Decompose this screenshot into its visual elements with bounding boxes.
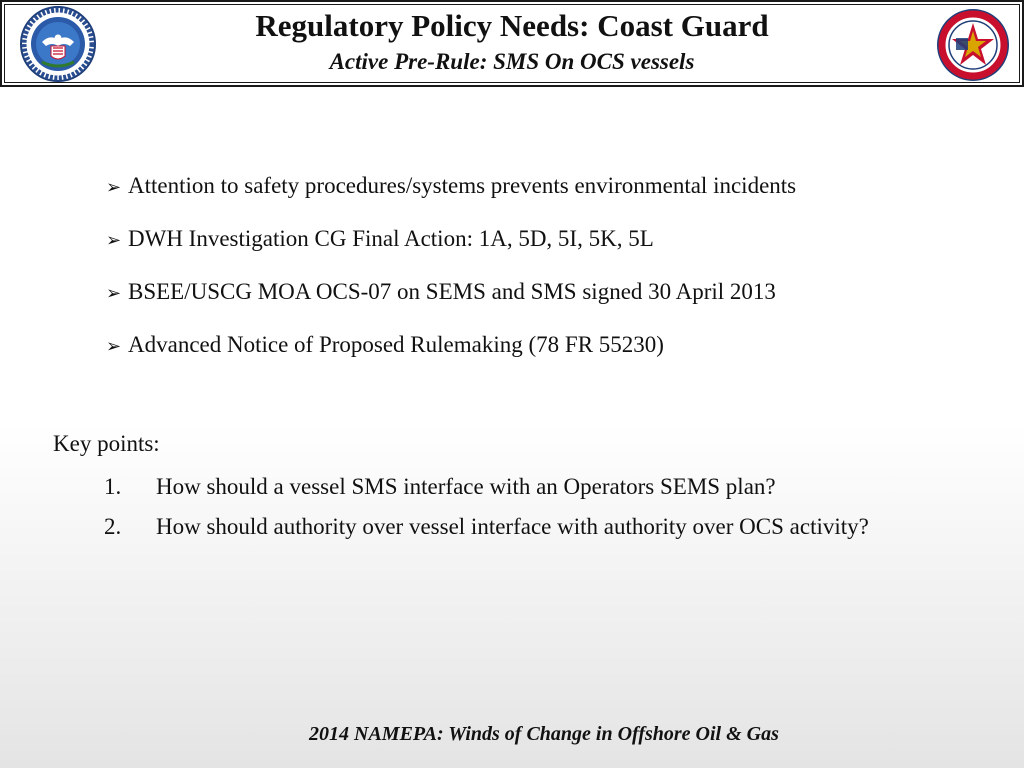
list-item (104, 510, 964, 544)
bullet-text: BSEE/USCG MOA OCS-07 on SEMS and SMS signed 30 April 2013 (128, 279, 776, 304)
coast-guard-district-seal-icon (936, 8, 1010, 82)
item-text: How should authority over vessel interface with authority over OCS activity? (156, 514, 869, 539)
page-subtitle: Active Pre-Rule: SMS On OCS vessels (329, 49, 695, 74)
key-points-title: Key points: (53, 431, 160, 456)
arrow-bullet-icon: ➢ (106, 283, 122, 304)
list-item (106, 278, 1006, 308)
list-item (104, 470, 964, 504)
bullet-text: Advanced Notice of Proposed Rulemaking (78 FR 55230) (128, 332, 664, 357)
arrow-bullet-icon: ➢ (106, 177, 122, 198)
list-item (106, 172, 1006, 202)
arrow-bullet-icon: ➢ (106, 336, 122, 357)
item-number: 1. (104, 474, 122, 499)
slide-header (0, 0, 1024, 88)
bullet-text: Attention to safety procedures/systems prevents environmental incidents (128, 173, 797, 198)
slide-footer: 2014 NAMEPA: Winds of Change in Offshore Oil & Gas (309, 723, 779, 745)
page-title: Regulatory Policy Needs: Coast Guard (255, 8, 769, 43)
item-text: How should a vessel SMS interface with an Operators SEMS plan? (156, 474, 776, 499)
bullet-text: DWH Investigation CG Final Action: 1A, 5D, 5I, 5K, 5L (128, 226, 654, 251)
bullet-list (106, 172, 1006, 384)
list-item (106, 331, 1006, 361)
key-points-list (104, 470, 964, 550)
arrow-bullet-icon: ➢ (106, 230, 122, 251)
item-number: 2. (104, 514, 122, 539)
list-item (106, 225, 1006, 255)
